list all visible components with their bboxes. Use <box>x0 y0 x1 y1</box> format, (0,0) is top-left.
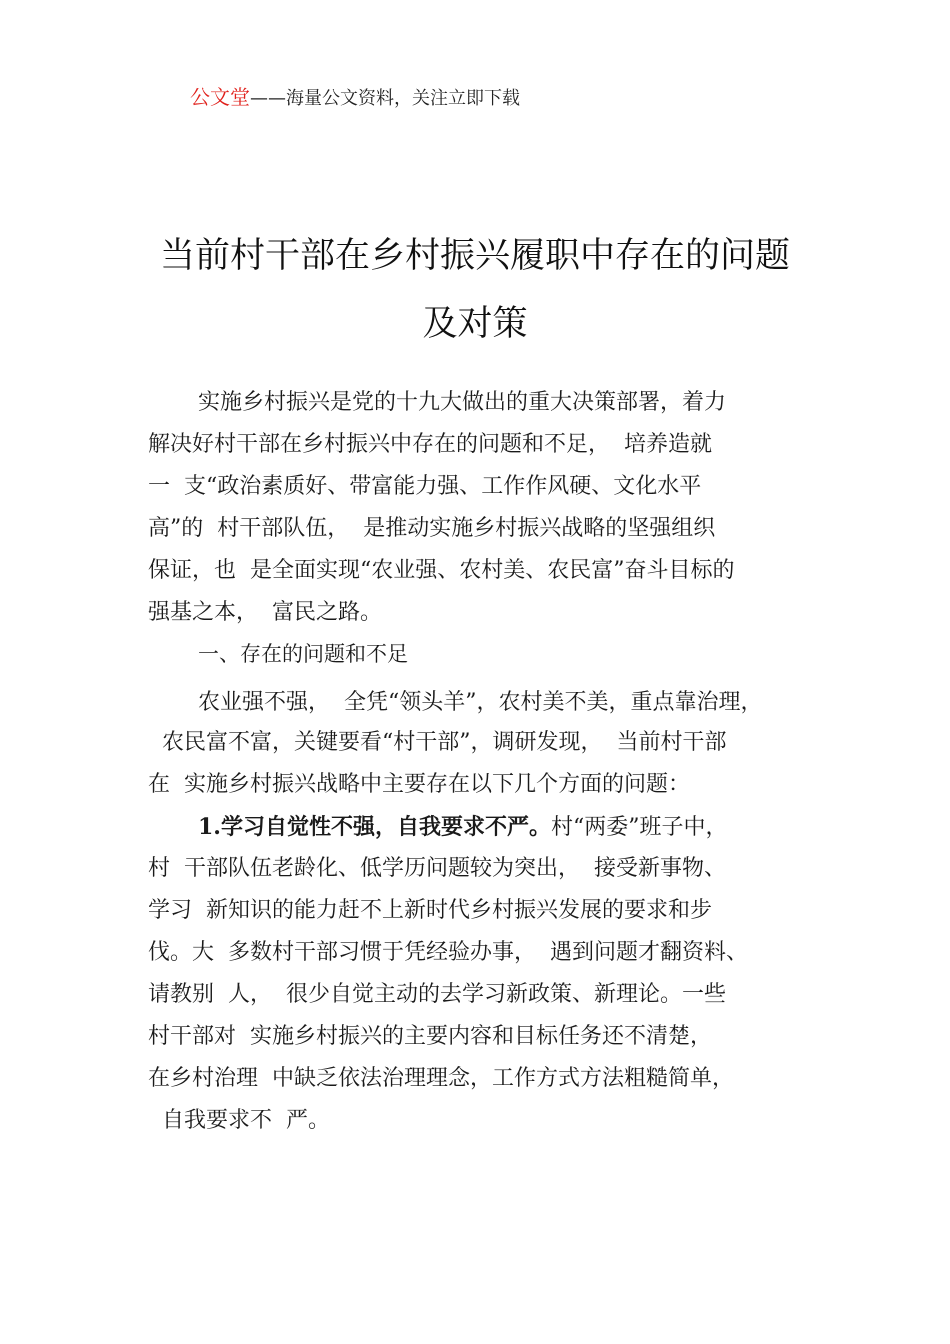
section-heading: 一、存在的问题和不足 <box>198 642 408 666</box>
intro-line: 一 支“政治素质好、带富能力强、工作作风硬、文化水平 <box>148 474 702 499</box>
section-paragraph <box>148 678 828 806</box>
section-line: 农民富不富，关键要看“村干部”，调研发现， 当前村干部 <box>148 730 727 755</box>
intro-line: 实施乡村振兴是党的十九大做出的重大决策部署，着力 <box>198 390 727 415</box>
item-lead: 1.学习自觉性不强，自我要求不严。 <box>198 814 551 840</box>
intro-line: 高”的 村干部队伍， 是推动实施乡村振兴战略的坚强组织 <box>148 516 716 541</box>
item-line: 村 干部队伍老龄化、低学历问题较为突出， 接受新事物、 <box>148 856 726 881</box>
item-line: 请教别 人， 很少自觉主动的去学习新政策、新理论。一些 <box>148 982 726 1007</box>
intro-line: 解决好村干部在乡村振兴中存在的问题和不足， 培养造就 <box>148 432 712 457</box>
title-line-2: 及对策 <box>422 304 528 344</box>
intro-line: 保证，也 是全面实现“农业强、农村美、农民富”奋斗目标的 <box>148 558 735 583</box>
section-line: 农业强不强， 全凭“领头羊”，农村美不美，重点靠治理， <box>198 690 763 715</box>
item-paragraph <box>148 806 828 1142</box>
section-line: 在 实施乡村振兴战略中主要存在以下几个方面的问题： <box>148 772 690 797</box>
item-line: 自我要求不 严。 <box>148 1108 330 1133</box>
document-title <box>120 222 830 358</box>
item-line: 伐。大 多数村干部习惯于凭经验办事， 遇到问题才翻资料、 <box>148 940 748 965</box>
document-header <box>190 84 520 112</box>
intro-paragraph <box>148 382 828 634</box>
item-line: 在乡村治理 中缺乏依法治理理念，工作方式方法粗糙简单， <box>148 1066 734 1091</box>
item-first-rest: 村“两委”班子中， <box>550 815 728 840</box>
item-line: 村干部对 实施乡村振兴的主要内容和目标任务还不清楚， <box>148 1024 712 1049</box>
intro-line: 强基之本， 富民之路。 <box>148 600 382 625</box>
document-body <box>148 382 828 1142</box>
title-line-1: 当前村干部在乡村振兴履职中存在的问题 <box>159 236 790 276</box>
item-first-line <box>148 806 828 848</box>
item-line: 学习 新知识的能力赶不上新时代乡村振兴发展的要求和步 <box>148 898 712 923</box>
header-tagline: ——海量公文资料，关注立即下载 <box>250 88 520 109</box>
brand-name: 公文堂 <box>190 85 250 109</box>
